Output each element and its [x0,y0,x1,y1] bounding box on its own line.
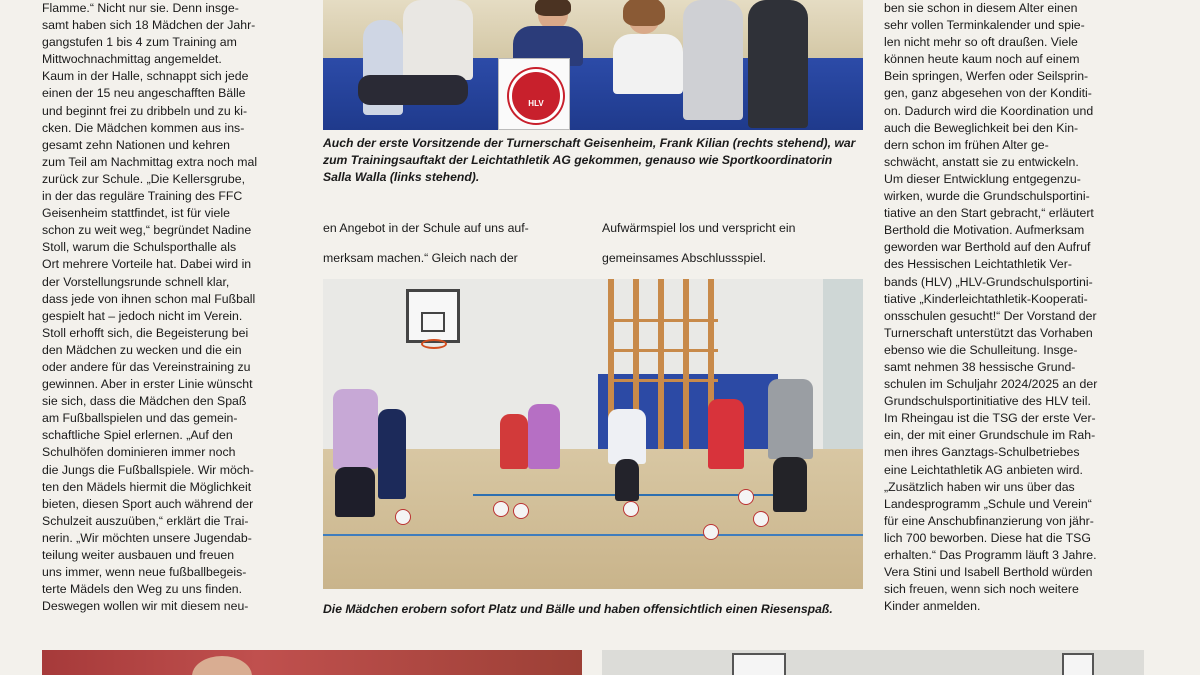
ball-icon [738,489,754,505]
wall-bar-rung [608,379,718,382]
ball-icon [703,524,719,540]
text-line: Berthold die Motivation. Aufmerksam [884,223,1085,238]
text-line: ten den Mädels hiermit die Möglichkeit [42,479,252,494]
text-line: dern schon im frühen Alter ge- [884,137,1049,152]
text-line: cken. Die Mädchen kommen aus ins- [42,120,245,135]
text-line: tiative „Kinderleichtathletik-Kooperati- [884,291,1088,306]
ball-icon [753,511,769,527]
text-line: können heute kaum noch auf einem [884,52,1080,67]
text-line: schon zu weit weg,“ begründet Nadine [42,223,252,238]
ball-icon [493,501,509,517]
text-line: onsschulen gesucht!“ Der Vorstand der [884,308,1097,323]
text-line: sie sich, dass die Mädchen den Spaß [42,394,247,409]
text-line: Turnerschaft unterstützt das Vorhaben [884,325,1093,340]
text-line: Stoll, warum die Schulsporthalle als [42,240,237,255]
girl-dark-shorts [335,467,375,517]
photo-bottom-right [602,650,1144,675]
text-line: men ihres Ganztags-Schulbetriebes [884,445,1080,460]
girl-grey-shirt [768,379,813,459]
text-line: Vera Stini und Isabell Berthold würden [884,565,1093,580]
text-line: Kaum in der Halle, schnappt sich jede [42,69,249,84]
photo-girls-in-gym [323,279,863,589]
text-line: wirken, wurde die Grundschulsportini- [884,189,1090,204]
wall-bar [658,279,664,454]
text-line: auch die Beweglichkeit bei den Kin- [884,120,1079,135]
text-line: geworden war Berthold auf den Aufruf [884,240,1091,255]
text-line: erhalten.“ Das Programm läuft 3 Jahre. [884,548,1097,562]
text-line: gemeinsames Abschlussspiel. [602,250,767,265]
text-line: samt nehmen 38 hessische Grund- [884,359,1076,374]
text-line: Schulzeit auszuüben,“ erklärt die Trai- [42,513,249,528]
text-line: Deswegen wollen wir mit diesem neu- [42,599,249,614]
basketball-board-icon [732,653,786,675]
article-column-right [884,0,1162,615]
hlv-sign [498,58,570,130]
text-line: ben sie schon in diesem Alter einen [884,1,1078,15]
text-line: in der das reguläre Training des FFC [42,189,243,204]
text-line: Stoll erhofft sich, die Begeisterung bei [42,325,249,340]
child-hair [535,0,571,16]
text-line: Um dieser Entwicklung entgegenzu- [884,171,1081,186]
girl-white-shirt [613,34,683,94]
text-line: der Vorstellungsrunde schnell klar, [42,274,230,289]
text-line: merksam machen.“ Gleich nach der [323,250,518,265]
text-line: len nicht mehr so oft draußen. Viele [884,35,1078,50]
text-line: Grundschulsportinitiative des HLV teil. [884,394,1091,409]
text-line: zurück zur Schule. „Die Kellersgrube, [42,171,245,186]
girl-black-pants [773,457,807,512]
text-line: teilung weiter ausbauen und freuen [42,548,235,562]
adult-standing-center [683,0,743,120]
girl-dark-outfit [378,409,406,499]
text-line: den Mädchen zu wecken und die ein [42,342,242,357]
wall-bar-rung [608,349,718,352]
caption-gym-photo: Die Mädchen erobern sofort Platz und Bälle und haben offensichtlich einen Riesenspaß. [323,602,833,616]
photo-bottom-left [42,650,582,675]
text-line: uns immer, wenn neue fußballbegeis- [42,565,247,580]
text-line: bieten, diesen Sport auch während der [42,496,254,511]
hlv-logo-icon [509,69,563,123]
text-line: und beginnt frei zu dribbeln und zu ki- [42,103,248,118]
text-line: eine Leichtathletik AG anbieten wird. [884,462,1083,477]
text-line: dass jede von ihnen schon mal Fußball [42,291,256,306]
text-line: Im Rheingau ist die TSG der erste Ver- [884,411,1096,426]
text-line: schaftliche Spiel erlernen. „Auf den [42,428,233,443]
text-line: terte Mädels den Weg zu uns finden. [42,582,243,597]
court-line [323,534,863,536]
text-line: lich 700 beworben. Diese hat die TSG [884,530,1091,545]
ball-icon [395,509,411,525]
photo-team-on-mat [323,0,863,130]
text-line: Ort mehrere Vorteile hat. Dabei wird in [42,257,252,272]
hlv-logo-text: HLV [528,99,544,108]
girl-purple-shirt [333,389,378,469]
text-line: zum Teil am Nachmittag extra noch mal [42,154,258,169]
wall-bar-rung [608,319,718,322]
text-line: des Hessischen Leichtathletik Ver- [884,257,1072,272]
girl-pink-shirt [528,404,560,469]
text-line: on. Dadurch wird die Koordination und [884,103,1094,118]
gym-right-wall [823,279,863,449]
text-line: gesamt zehn Nationen und kehren [42,137,230,152]
text-line: samt haben sich 18 Mädchen der Jahr- [42,18,256,33]
text-line: Schulhöfen dominieren immer noch [42,445,236,460]
text-line: gangstufen 1 bis 4 zum Training am [42,35,237,50]
person-sitting-white-shirt [403,0,473,80]
caption-top-photo: Auch der erste Vorsitzende der Turnerschaft Geisenheim, Frank Kilian (rechts stehend), war zum Trainingsauftakt der Leichtathletik AG gekommen, genauso wie Sportkoordinatorin Salla Walla (links stehend). [323,136,856,184]
girl-hair [623,0,665,26]
wall-bar [683,279,689,454]
text-line: nerin. „Wir möchten unsere Jugendab- [42,530,252,545]
text-line: sehr vollen Terminkalender und spie- [884,18,1085,33]
basketball-board-icon [406,289,460,343]
text-line: Geisenheim stattfindet, ist für viele [42,206,230,221]
girl-red-outfit [708,399,744,469]
text-line: Landesprogramm „Schule und Verein“ [884,496,1092,511]
text-line: en Angebot in der Schule auf uns auf- [323,221,529,236]
text-line: Flamme.“ Nicht nur sie. Denn insge- [42,1,239,15]
basketball-board-icon [1062,653,1094,675]
girl-red-shirt [500,414,528,469]
text-line: ebenso wie die Schulleitung. Insge- [884,342,1078,357]
text-line: sich freuen, wenn sich noch weitere [884,582,1079,597]
adult-standing-right [748,0,808,128]
ball-icon [623,501,639,517]
person-face [192,656,252,675]
text-line: gen, ganz abgesehen von der Konditi- [884,86,1092,101]
text-line: schwächt, anstatt sie zu entwickeln. [884,154,1079,169]
text-line: für eine Anschubfinanzierung von jähr- [884,513,1094,528]
text-line: die Jungs die Fußballspiele. Wir möch- [42,462,254,477]
article-column-left [42,0,304,615]
ball-icon [513,503,529,519]
basketball-hoop-icon [421,339,447,349]
text-line: schulen im Schuljahr 2024/2025 an der [884,377,1098,392]
text-line: „Zusätzlich haben wir uns über das [884,479,1075,494]
text-line: am Fußballspielen und das gemein- [42,411,238,426]
text-line: Kinder anmelden. [884,599,981,614]
text-line: oder andere für das Vereinstraining zu [42,359,251,374]
text-line: gewinnen. Aber in erster Linie wünscht [42,377,253,392]
text-line: Bein springen, Werfen oder Seilsprin- [884,69,1089,84]
text-line: ein, der mit einer Grundschule im Rah- [884,428,1096,443]
text-line: einen der 15 neu angeschafften Bälle [42,86,246,101]
text-line: Aufwärmspiel los und verspricht ein [602,221,796,236]
text-line: gespielt hat – jedoch nicht im Verein. [42,308,243,323]
person-legs [358,75,468,105]
girl-white-shirt [608,409,646,464]
text-line: bands (HLV) „HLV-Grundschulsportini- [884,274,1093,289]
girl-black-leggings [615,459,639,501]
text-line: tiative an den Start gebracht,“ erläutert [884,206,1094,221]
text-line: Mittwochnachmittag angemeldet. [42,52,222,67]
